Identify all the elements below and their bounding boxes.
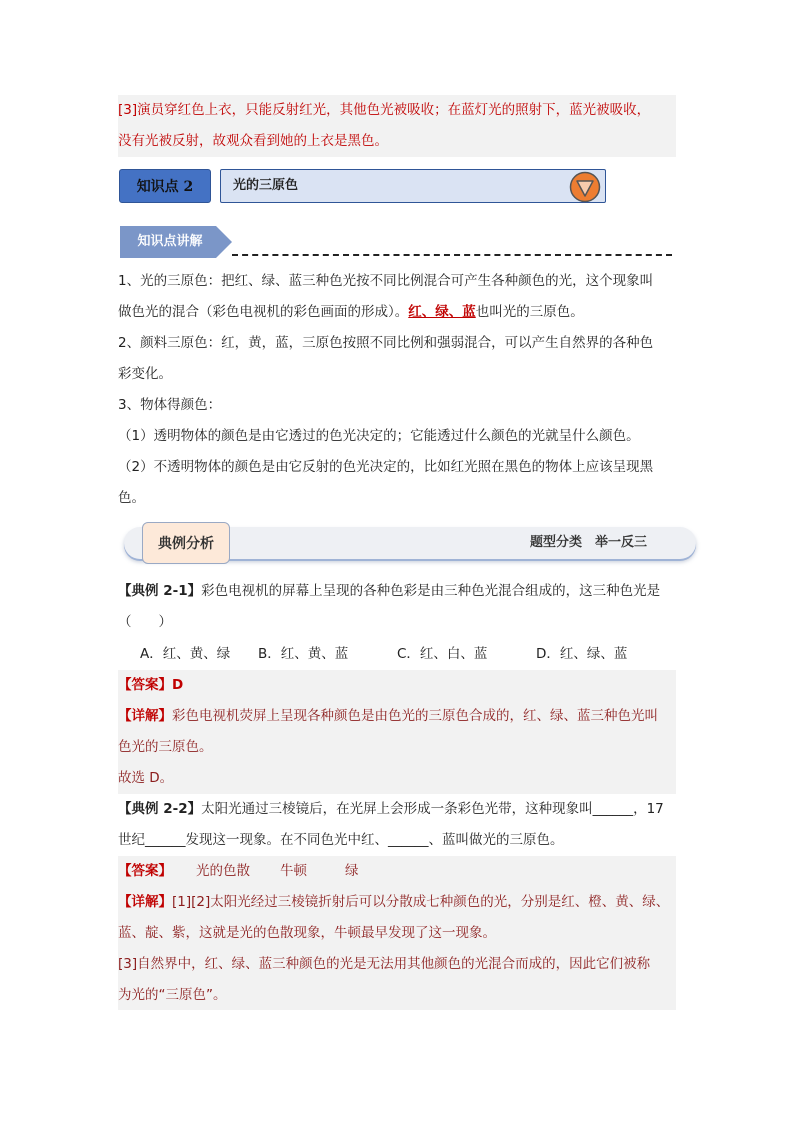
example-2-stem [118,794,676,856]
example-2-stem-line-1 [118,794,676,825]
section-divider [232,254,672,256]
example-1-stem [118,576,676,638]
knowledge-points [118,266,676,514]
point-3-2-line-2: 色。 [118,490,145,506]
example-2-label: 【典例 2-2】 [118,801,202,817]
detail-label: 【详解】 [118,894,172,910]
choice-b: B．红、黄、蓝 [258,646,349,662]
example-2-detail-text: [1][2]太阳光经过三棱镜折射后可以分散成七种颜色的光，分别是红、橙、黄、绿、 [172,894,670,910]
example-1-stem-line-1 [118,576,676,607]
choice-a: A．红、黄、绿 [140,646,231,662]
example-1-label: 【典例 2-1】 [118,583,202,599]
example-2-answer-block [118,856,676,1010]
section-label: 知识点讲解 [137,234,203,249]
choice-c: C．红、白、蓝 [397,646,488,662]
triangle-down-icon[interactable] [569,171,601,203]
point-2-line-2: 彩变化。 [118,366,172,382]
answer-label: 【答案】 [118,863,172,879]
example-1-stem-text: 彩色电视机的屏幕上呈现的各种色彩是由三种色光混合组成的，这三种色光是 [201,583,661,599]
point-2-line-1: 2、颜料三原色：红，黄，蓝，三原色按照不同比例和强弱混合，可以产生自然界的各种色 [118,335,654,351]
knowledge-point-title-box[interactable] [220,169,606,203]
example-2-detail-line-1 [118,887,676,918]
example-2-detail-line-4: 为光的“三原色”。 [118,987,227,1003]
answer-1: 光的色散 [196,863,250,879]
answer-label: 【答案】 [118,677,172,693]
example-2-detail-line-2: 蓝、靛、紫，这就是光的色散现象，牛顿最早发现了这一现象。 [118,925,496,941]
example-2-stem-line-2: 世纪______发现这一现象。在不同色光中红、______、蓝叫做光的三原色。 [118,832,564,848]
example-banner-tag: 典例分析 [142,522,230,564]
example-2-answer-line [118,856,676,887]
top-note-line-1: [3]演员穿红色上衣，只能反射红光，其他色光被吸收；在蓝灯光的照射下，蓝光被吸收， [118,102,651,118]
point-1-highlight: 红、绿、蓝 [408,304,476,320]
example-1-stem-line-2: （ ） [118,614,172,630]
example-2-stem-text: 太阳光通过三棱镜后，在光屏上会形成一条彩色光带，这种现象叫______，17 [201,801,664,817]
example-2-detail-line-3: [3]自然界中，红、绿、蓝三种颜色的光是无法用其他颜色的光混合而成的，因此它们被称 [118,956,651,972]
top-note-line-2: 没有光被反射，故观众看到她的上衣是黑色。 [118,133,388,149]
example-1-detail-text: 彩色电视机荧屏上呈现各种颜色是由色光的三原色合成的，红、绿、蓝三种色光叫 [172,708,658,724]
point-3-2-line-1: （2）不透明物体的颜色是由它反射的色光决定的，比如红光照在黑色的物体上应该呈现黑 [118,459,654,475]
point-3-1: （1）透明物体的颜色是由它透过的色光决定的；它能透过什么颜色的光就呈什么颜色。 [118,428,640,444]
example-1-detail-line-2: 色光的三原色。 [118,739,213,755]
knowledge-point-badge: 知识点 2 [119,169,211,203]
knowledge-point-title: 光的三原色 [233,178,299,193]
top-note-block [118,95,676,157]
answer-2: 牛顿 [280,863,307,879]
detail-label: 【详解】 [118,708,172,724]
point-1-line-1: 1、光的三原色：把红、绿、蓝三种色光按不同比例混合可产生各种颜色的光，这个现象叫 [118,273,654,289]
example-1-detail-line-3: 故选 D。 [118,770,174,786]
point-3: 3、物体得颜色： [118,397,222,413]
choice-d: D．红、绿、蓝 [536,646,628,662]
example-1-answer: D [172,677,184,693]
answer-3: 绿 [345,863,359,879]
example-1-detail-line-1 [118,701,676,732]
example-1-answer-line [118,670,676,701]
example-banner-subtitle: 题型分类 举一反三 [530,535,648,550]
point-1-tail: 也叫光的三原色。 [475,304,584,320]
example-1-answer-block [118,670,676,794]
point-1-line-2 [118,297,676,328]
point-1-text: 做色光的混合（彩色电视机的彩色画面的形成）。 [118,304,409,320]
